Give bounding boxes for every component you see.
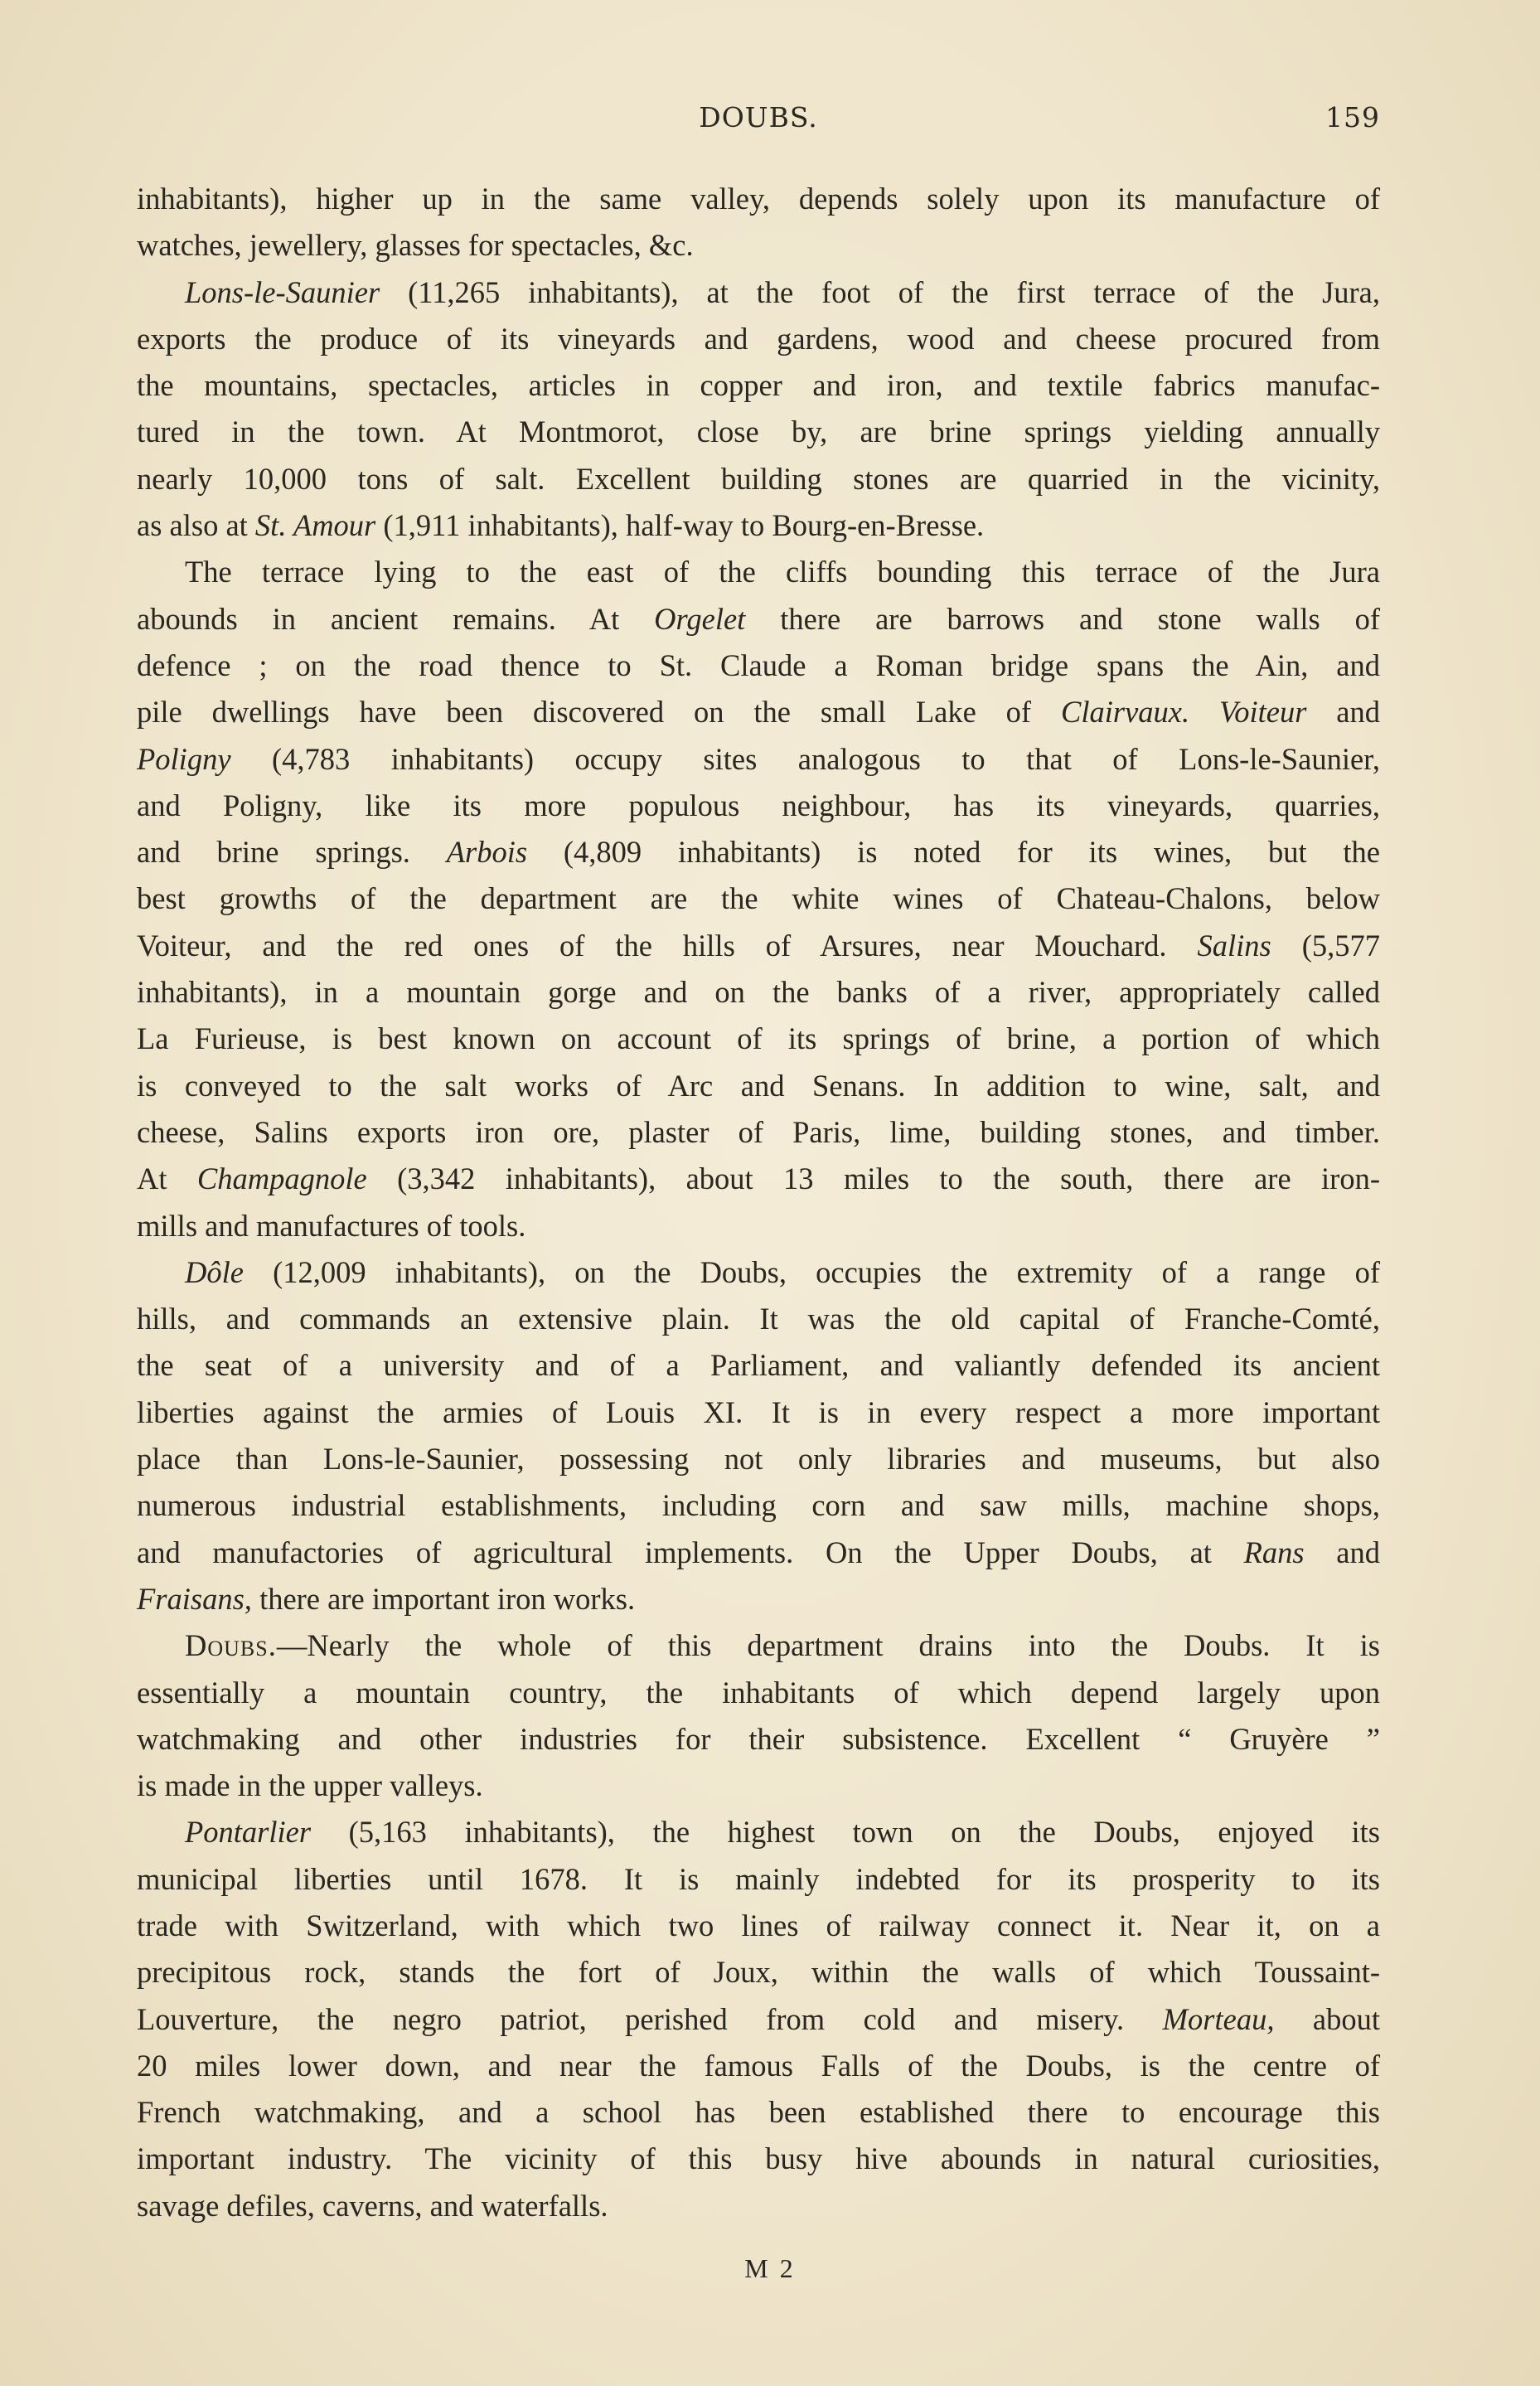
text-line [137,1716,1380,1763]
text-run: trade with Switzerland, with which two lines of railway connect it. Near it, on a [137,1908,1380,1942]
text-line [137,1576,1380,1622]
text-line [137,1156,1380,1202]
text-run: and [1304,1535,1381,1569]
text-run: (5,577 [1271,928,1380,963]
text-line [137,409,1380,455]
text-line [137,1063,1380,1109]
text-line [137,456,1380,502]
italic-place-name: Dôle [185,1254,244,1289]
body-text [137,176,1380,2229]
text-run: Louverture, the negro patriot, perished from cold and misery. [137,2001,1163,2036]
text-run: pile dwellings have been discovered on the small Lake of [137,695,1061,730]
text-line [137,1109,1380,1156]
text-line [137,2043,1380,2089]
text-run: and brine springs. [137,835,447,870]
text-run: about [1274,2001,1380,2036]
italic-place-name: Voiteur [1218,695,1307,730]
italic-place-name: Clairvaux. [1060,695,1190,730]
italic-place-name: Champagnole [196,1161,367,1196]
italic-place-name: Lons-le-Saunier [185,274,380,309]
text-line [137,1809,1380,1855]
text-run: place than Lons-le-Saunier, possessing not only libraries and museums, but also [137,1442,1380,1477]
text-line [137,829,1380,875]
text-run: the seat of a university and of a Parliament, and valiantly defended its ancient [137,1348,1380,1383]
text-line [137,1670,1380,1716]
text-run: as also at [137,508,255,543]
text-line [137,222,1380,269]
text-line [137,269,1380,316]
text-run: inhabitants), in a mountain gorge and on the banks of a river, appropriately called [137,975,1380,1010]
text-run: hills, and commands an extensive plain. It was the old capital of Franche-Comté, [137,1302,1380,1336]
text-line [137,875,1380,922]
text-line [137,502,1380,549]
italic-place-name: Salins [1197,928,1271,963]
text-run: nearly 10,000 tons of salt. Excellent building stones are quarried in the vicinity, [137,461,1380,496]
text-run: tured in the town. At Montmorot, close by, are brine springs yielding annually [137,415,1380,449]
text-line [137,176,1380,222]
text-run: watchmaking and other industries for their subsistence. Excellent “ Gruyère ” [137,1721,1380,1756]
text-run: (5,163 inhabitants), the highest town on the Doubs, enjoyed its [311,1815,1380,1850]
page-header [137,101,1380,143]
text-line [137,1436,1380,1482]
text-line [137,316,1380,362]
italic-place-name: St. Amour [254,508,376,543]
section-heading-word: Doubs. [185,1628,277,1663]
text-line [137,2136,1380,2182]
text-run: liberties against the armies of Louis XI. It is in every respect a more important [137,1394,1380,1429]
text-run: French watchmaking, and a school has been established there to encourage this [137,2095,1380,2130]
text-run [1189,695,1219,729]
text-line [137,1342,1380,1389]
text-line [137,2183,1380,2229]
italic-place-name: Fraisans, [137,1581,252,1616]
page-number: 159 [1325,101,1380,133]
text-run: defence ; on the road thence to St. Claude a Roman bridge spans the Ain, and [137,647,1380,682]
text-run: essentially a mountain country, the inhabitants of which depend largely upon [137,1675,1380,1709]
text-line [137,2089,1380,2136]
text-run: abounds in ancient remains. At [137,601,655,636]
text-run: there are important iron works. [251,1581,636,1616]
text-run: 20 miles lower down, and near the famous Falls of the Doubs, is the centre of [137,2048,1380,2083]
text-run: the mountains, spectacles, articles in copper and iron, and textile fabrics manufac- [137,368,1380,403]
text-line [137,969,1380,1016]
text-run: At [137,1161,197,1196]
italic-place-name: Arbois [446,835,528,870]
text-run: there are barrows and stone walls of [745,601,1380,636]
text-run: is made in the upper valleys. [137,1768,483,1803]
text-run: (4,783 inhabitants) occupy sites analogous to that of Lons-le-Saunier, [230,741,1380,776]
text-run: municipal liberties until 1678. It is mainly indebted for its prosperity to its [137,1861,1380,1896]
text-run: precipitous rock, stands the fort of Joux, within the walls of which Toussaint- [137,1955,1380,1990]
text-line [137,1482,1380,1529]
text-line [137,1622,1380,1669]
text-line [137,1949,1380,1996]
text-run: —Nearly the whole of this department drains into the Doubs. It is [276,1628,1380,1663]
text-line [137,736,1380,783]
text-run: (11,265 inhabitants), at the foot of the first terrace of the Jura, [380,274,1380,309]
text-run: (3,342 inhabitants), about 13 miles to the south, there are iron- [366,1161,1380,1196]
text-run: exports the produce of its vineyards and gardens, wood and cheese procured from [137,321,1380,356]
text-run: watches, jewellery, glasses for spectacles, &c. [137,228,694,263]
text-line [137,643,1380,689]
signature-mark: M 2 [744,2253,796,2283]
text-run: (1,911 inhabitants), half-way to Bourg-en-Bresse. [375,508,985,543]
text-run: (12,009 inhabitants), on the Doubs, occupies the extremity of a range of [243,1254,1380,1289]
text-line [137,1249,1380,1296]
text-run: and Poligny, like its more populous neighbour, has its vineyards, quarries, [137,788,1380,822]
text-run: best growths of the department are the white wines of Chateau-Chalons, below [137,881,1380,916]
text-line [137,1903,1380,1949]
italic-place-name: Pontarlier [185,1815,312,1850]
running-title: DOUBS. [699,101,818,133]
italic-place-name: Orgelet [654,601,746,636]
text-line [137,1530,1380,1576]
italic-place-name: Morteau, [1162,2001,1275,2036]
text-line [137,1763,1380,1809]
text-line [137,1296,1380,1342]
text-line [137,689,1380,735]
text-line [137,923,1380,969]
text-run: and [1306,695,1381,730]
text-line [137,1203,1380,1249]
text-line [137,1389,1380,1436]
text-line [137,783,1380,829]
text-run: (4,809 inhabitants) is noted for its wines, but the [527,835,1380,870]
text-run: is conveyed to the salt works of Arc and Senans. In addition to wine, salt, and [137,1068,1380,1103]
text-line [137,1856,1380,1903]
text-run: inhabitants), higher up in the same valley, depends solely upon its manufacture of [137,182,1380,216]
text-run: important industry. The vicinity of this busy hive abounds in natural curiosities, [137,2141,1380,2176]
text-run: Voiteur, and the red ones of the hills of Arsures, near Mouchard. [137,928,1198,963]
text-run: mills and manufactures of tools. [137,1208,526,1243]
text-line [137,1996,1380,2043]
italic-place-name: Poligny [137,741,231,776]
text-run: La Furieuse, is best known on account of its springs of brine, a portion of which [137,1021,1380,1056]
text-run: savage defiles, caverns, and waterfalls. [137,2188,608,2223]
text-line [137,362,1380,409]
text-run: cheese, Salins exports iron ore, plaster of Paris, lime, building stones, and timber. [137,1114,1380,1149]
text-run: numerous industrial establishments, including corn and saw mills, machine shops, [137,1488,1380,1523]
text-run: and manufactories of agricultural implements. On the Upper Doubs, at [137,1535,1244,1569]
text-line [137,1016,1380,1062]
italic-place-name: Rans [1243,1535,1305,1569]
text-line [137,596,1380,643]
text-line [137,549,1380,595]
text-run: The terrace lying to the east of the cliffs bounding this terrace of the Jura [185,555,1380,589]
